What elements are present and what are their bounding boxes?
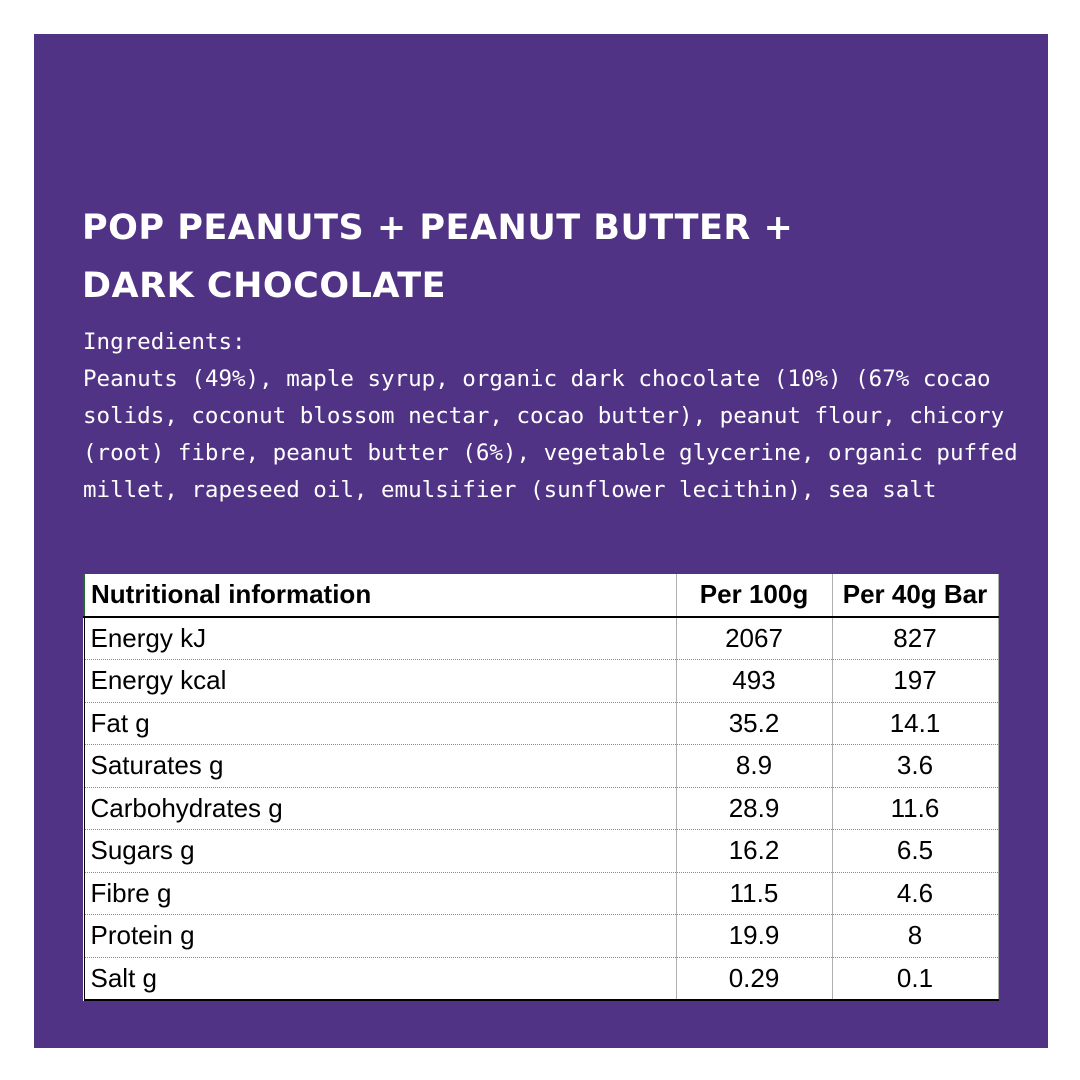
table-row <box>84 702 998 745</box>
nutrient-name-cell: Saturates g <box>84 745 676 788</box>
table-row <box>84 872 998 915</box>
per-100g-cell: 35.2 <box>676 702 832 745</box>
table-row <box>84 957 998 1000</box>
table-row <box>84 660 998 703</box>
table-row <box>84 915 998 958</box>
per-40g-bar-cell: 11.6 <box>832 787 998 830</box>
nutrient-name-cell: Energy kJ <box>84 617 676 660</box>
product-title <box>82 199 982 315</box>
per-40g-bar-cell: 4.6 <box>832 872 998 915</box>
per-40g-bar-cell: 6.5 <box>832 830 998 873</box>
per-100g-cell: 493 <box>676 660 832 703</box>
per-100g-cell: 11.5 <box>676 872 832 915</box>
per-100g-cell: 8.9 <box>676 745 832 788</box>
table-header-row <box>84 574 998 617</box>
nutrient-name-cell: Energy kcal <box>84 660 676 703</box>
per-100g-cell: 2067 <box>676 617 832 660</box>
nutrition-table-body <box>84 617 998 1001</box>
header-nutritional-information: Nutritional information <box>84 574 676 617</box>
per-100g-cell: 28.9 <box>676 787 832 830</box>
header-per-40g-bar: Per 40g Bar <box>832 574 998 617</box>
ingredients-block <box>83 324 1023 509</box>
nutrient-name-cell: Salt g <box>84 957 676 1000</box>
per-100g-cell: 16.2 <box>676 830 832 873</box>
per-40g-bar-cell: 197 <box>832 660 998 703</box>
ingredients-heading: Ingredients: <box>83 329 246 355</box>
product-title-line-1: POP PEANUTS + PEANUT BUTTER + <box>82 208 794 248</box>
per-40g-bar-cell: 0.1 <box>832 957 998 1000</box>
nutrition-table <box>83 574 999 1001</box>
nutrient-name-cell: Fibre g <box>84 872 676 915</box>
table-row <box>84 830 998 873</box>
ingredients-list: Peanuts (49%), maple syrup, organic dark chocolate (10%) (67% cocao solids, coconut blossom nectar, cocao butter), peanut flour, chicory (root) fibre, peanut butter (6%), vegetable glycerine, organic puffed millet, rapeseed oil, emulsifier (sunflower lecithin), sea salt <box>83 366 1018 503</box>
per-40g-bar-cell: 3.6 <box>832 745 998 788</box>
table-row <box>84 787 998 830</box>
per-40g-bar-cell: 827 <box>832 617 998 660</box>
nutrient-name-cell: Protein g <box>84 915 676 958</box>
table-row <box>84 617 998 660</box>
nutrient-name-cell: Sugars g <box>84 830 676 873</box>
header-per-100g: Per 100g <box>676 574 832 617</box>
nutrient-name-cell: Fat g <box>84 702 676 745</box>
per-40g-bar-cell: 14.1 <box>832 702 998 745</box>
product-title-line-2: DARK CHOCOLATE <box>82 266 447 306</box>
per-100g-cell: 19.9 <box>676 915 832 958</box>
product-panel <box>34 34 1048 1048</box>
per-40g-bar-cell: 8 <box>832 915 998 958</box>
nutrient-name-cell: Carbohydrates g <box>84 787 676 830</box>
table-row <box>84 745 998 788</box>
per-100g-cell: 0.29 <box>676 957 832 1000</box>
